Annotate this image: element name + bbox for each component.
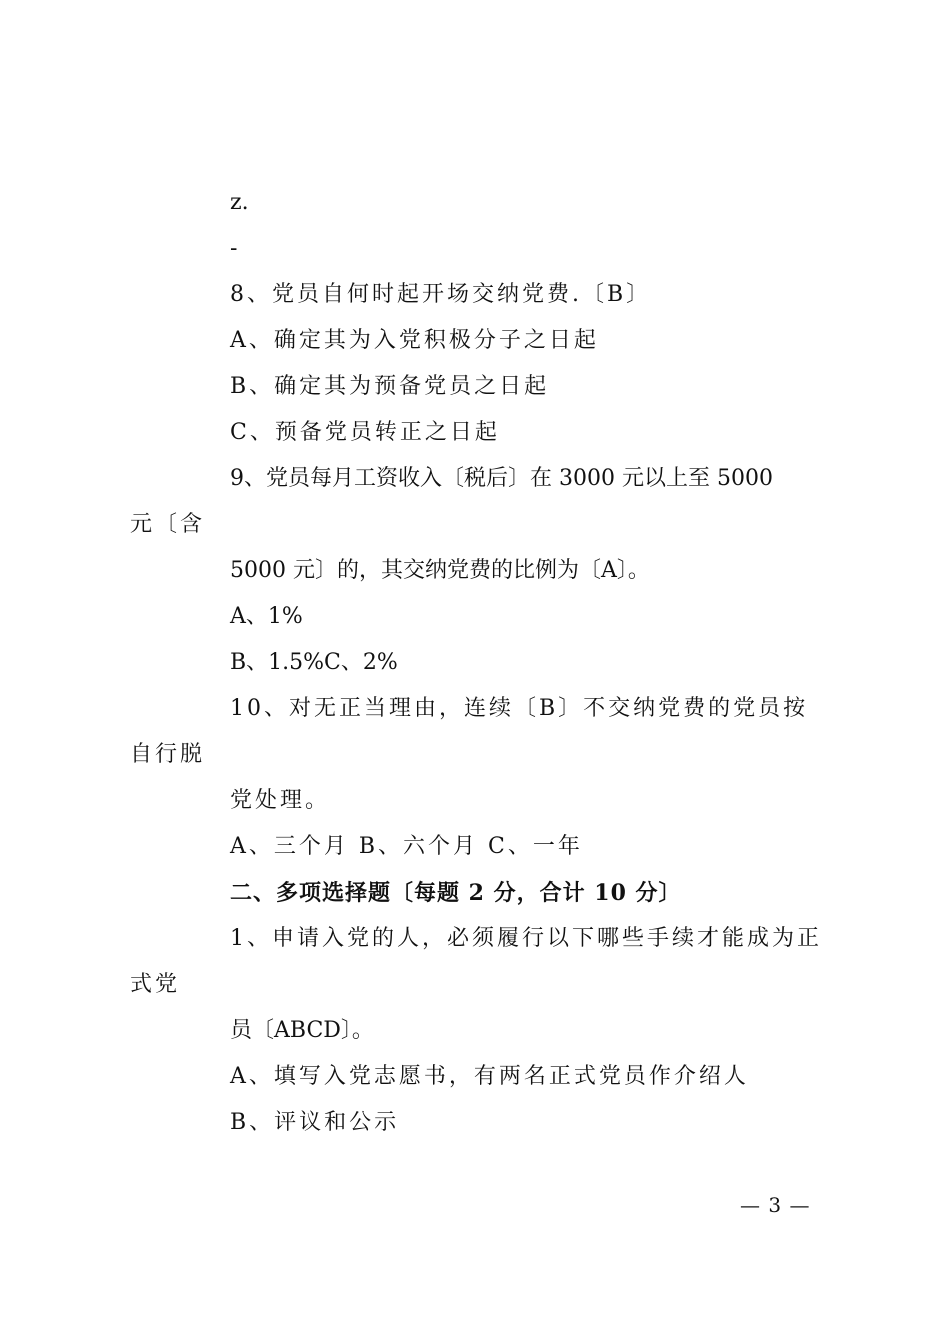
question-9-line-2: 元〔含	[130, 512, 206, 537]
question-10-options: A、三个月 B、六个月 C、一年	[230, 834, 583, 859]
mc-question-1-option-b: B、评议和公示	[230, 1110, 400, 1135]
question-9-options-bc: B、1.5%C、2%	[230, 650, 398, 675]
mc-question-1-line-2: 式党	[130, 972, 181, 997]
mc-question-1-option-a: A、填写入党志愿书，有两名正式党员作介绍人	[230, 1064, 749, 1089]
question-8-option-a: A、确定其为入党积极分子之日起	[230, 328, 599, 353]
text-line-dash: -	[230, 236, 238, 261]
page-number: — 3 —	[740, 1193, 811, 1217]
question-10-line-3: 党处理。	[230, 788, 331, 813]
section-heading-multiple-choice: 二、多项选择题〔每题 2 分，合计 10 分〕	[230, 880, 682, 906]
question-8-option-c: C、预备党员转正之日起	[230, 420, 500, 445]
question-9-option-a: A、1%	[230, 604, 303, 629]
mc-question-1-line-1: 1、申请入党的人，必须履行以下哪些手续才能成为正	[230, 926, 822, 951]
mc-question-1-line-3: 员〔ABCD〕。	[230, 1018, 374, 1043]
question-9-line-1: 9、党员每月工资收入〔税后〕在 3000 元以上至 5000	[230, 466, 773, 491]
question-9-line-3: 5000 元〕的，其交纳党费的比例为〔A〕。	[230, 558, 650, 583]
text-line-z: z.	[230, 190, 249, 215]
question-10-line-2: 自行脱	[130, 742, 206, 767]
question-10-line-1: 10、对无正当理由，连续〔B〕不交纳党费的党员按	[230, 696, 809, 721]
question-8: 8、党员自何时起开场交纳党费.〔B〕	[230, 282, 652, 307]
question-8-option-b: B、确定其为预备党员之日起	[230, 374, 550, 399]
